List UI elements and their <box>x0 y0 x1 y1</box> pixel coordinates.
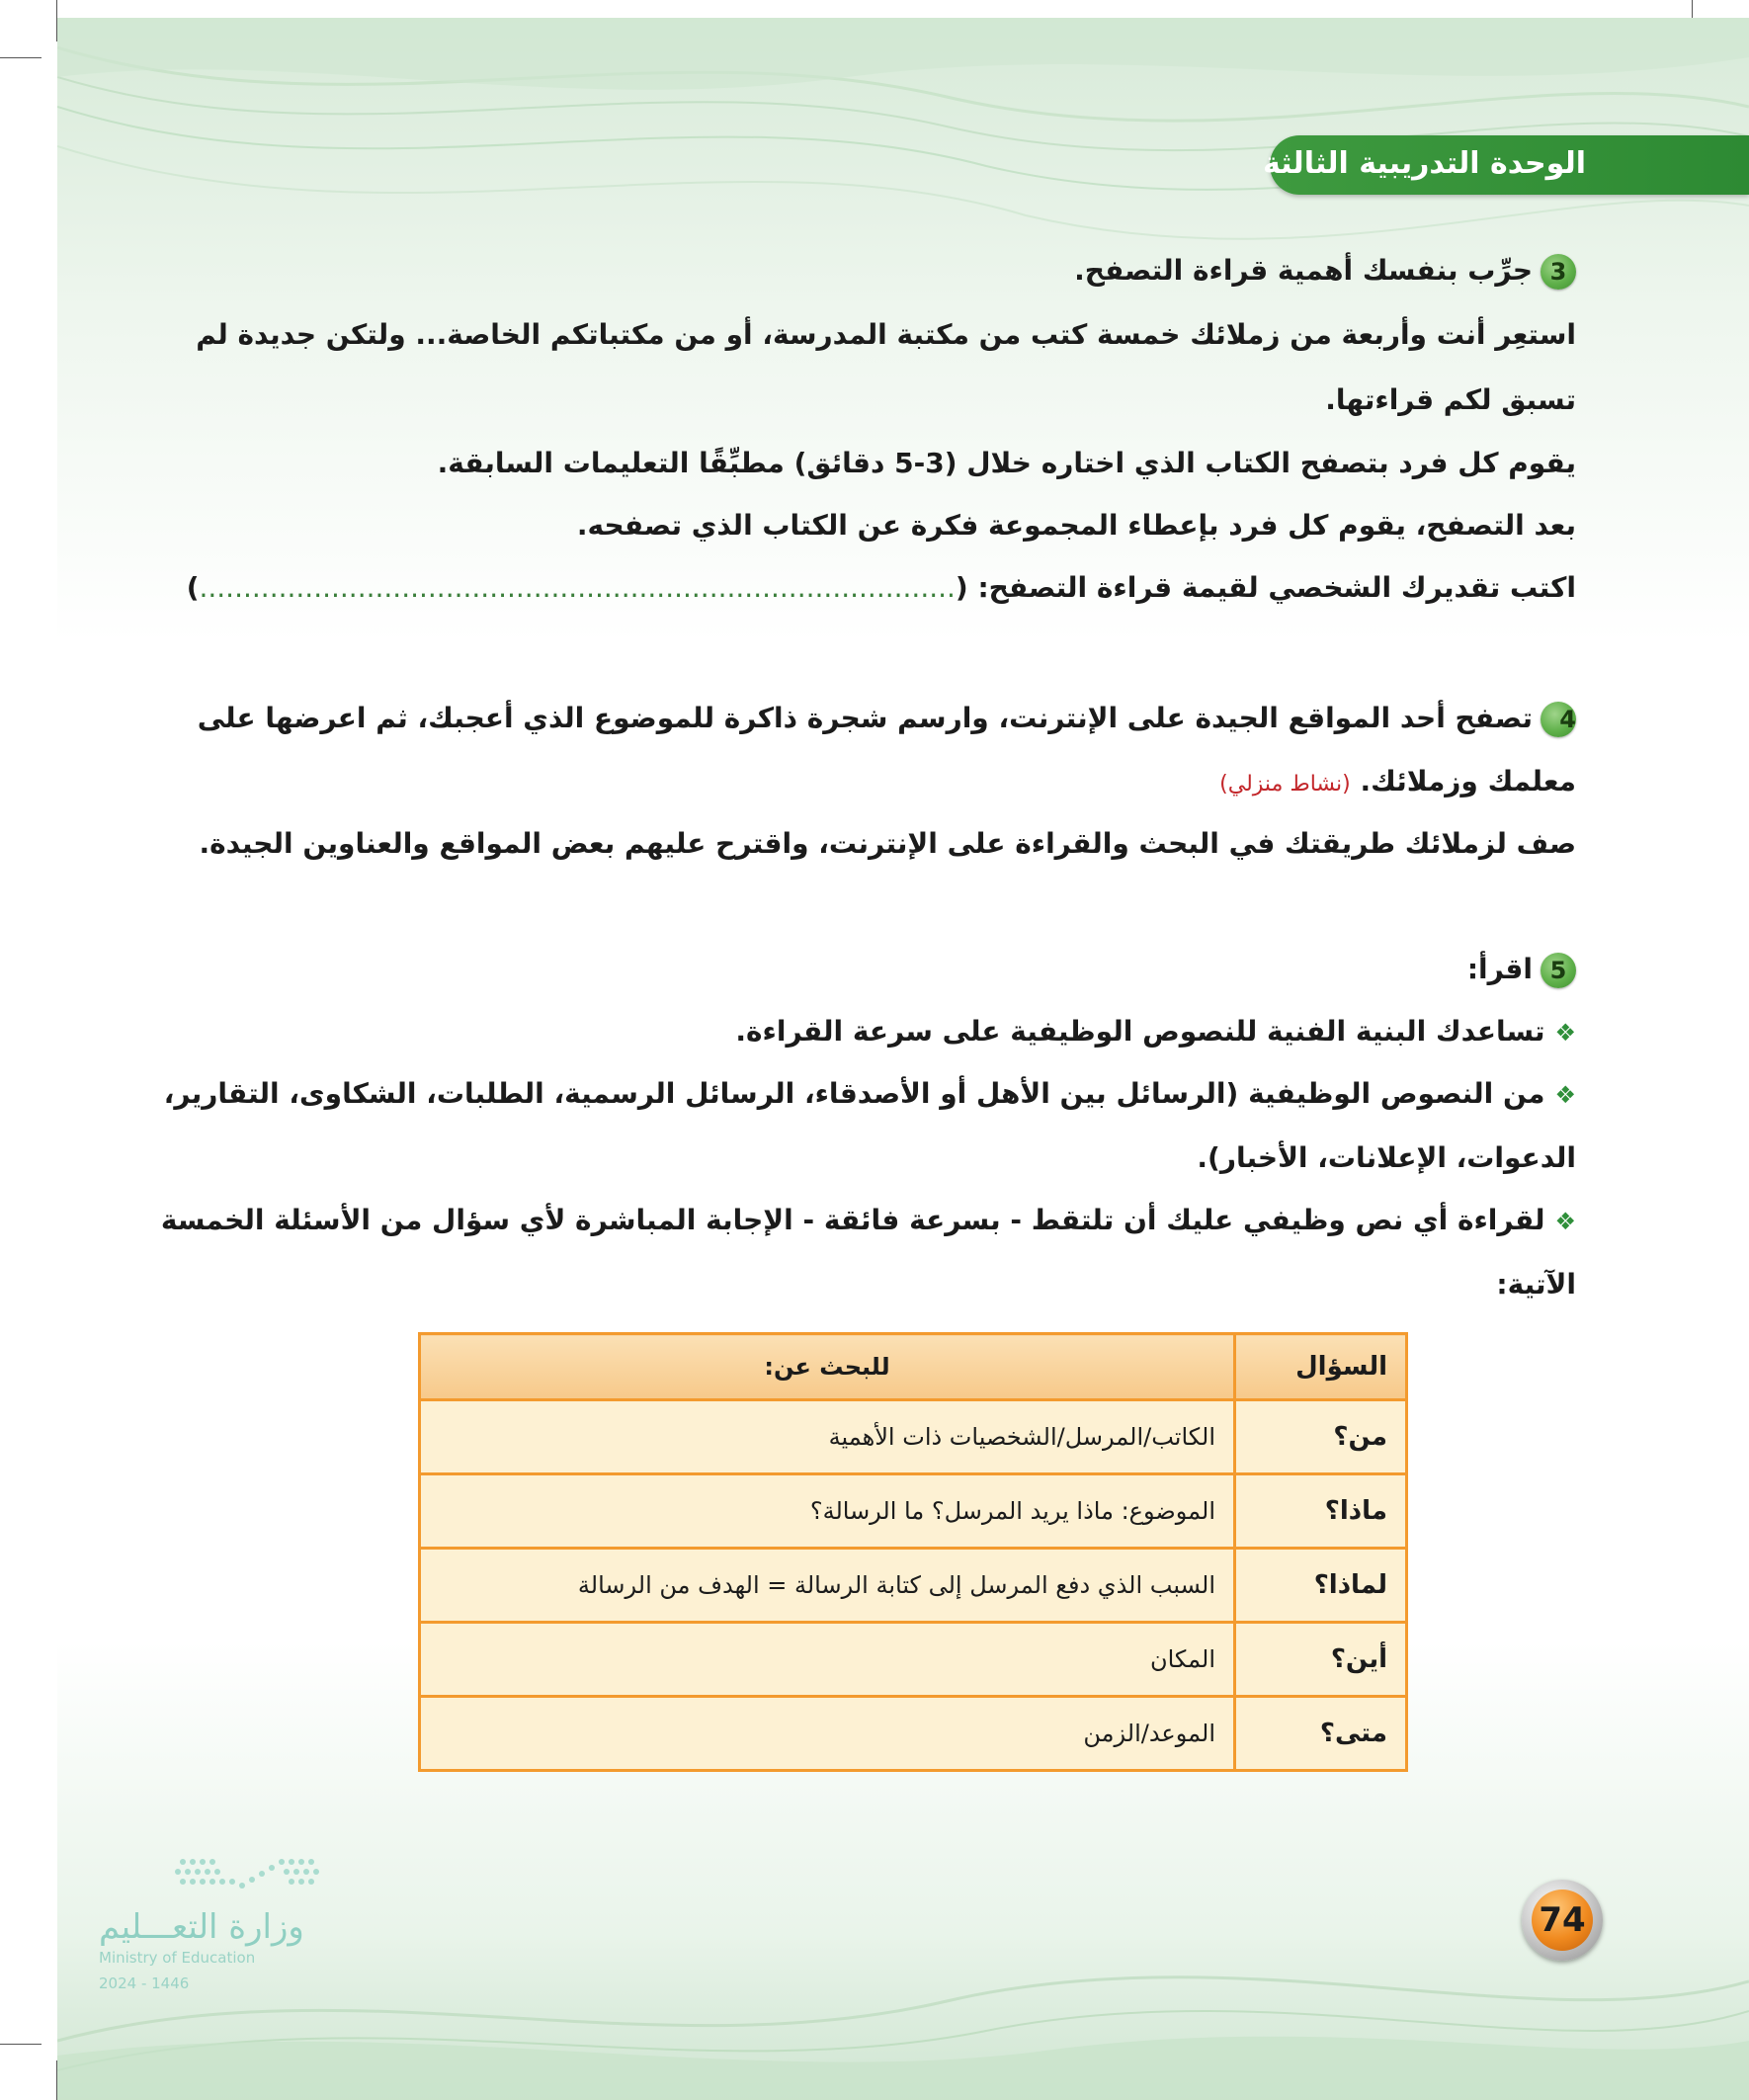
section-4-line: 4تصفح أحد المواقع الجيدة على الإنترنت، وارسم شجرة ذاكرة للموضوع الذي أعجبك، ثم اعرضها على <box>247 702 1576 737</box>
table-cell: لماذا؟ <box>1235 1549 1407 1623</box>
section-4-line: صف لزملائك طريقتك في البحث والقراءة على الإنترنت، واقترح عليهم بعض المواقع والعناوين الجيدة. <box>199 827 1576 860</box>
section-5-heading: 5اقرأ: <box>247 953 1576 988</box>
section-3-paragraph-line: يقوم كل فرد بتصفح الكتاب الذي اختاره خلال (3-5 دقائق) مطبِّقًا التعليمات السابقة. <box>437 447 1576 479</box>
unit-title: الوحدة التدريبية الثالثة <box>1262 146 1586 181</box>
section-number-badge: 5 <box>1541 953 1576 988</box>
table-cell: أين؟ <box>1235 1623 1407 1697</box>
home-activity-note: (نشاط منزلي) <box>1219 772 1351 797</box>
answer-blank[interactable]: ...................................................................................... <box>199 571 956 604</box>
ministry-name-arabic: وزارة التعـــليم <box>99 1907 304 1947</box>
section-4-line: معلمك وزملائك. (نشاط منزلي) <box>1219 765 1576 798</box>
section-3-heading: 3جرِّب بنفسك أهمية قراءة التصفح. <box>247 254 1576 290</box>
bullet-item: ❖من النصوص الوظيفية (الرسائل بين الأهل أو الأصدقاء، الرسائل الرسمية، الطلبات، الشكاوى، التقارير، <box>163 1077 1576 1110</box>
table-cell: الموضوع: ماذا يريد المرسل؟ ما الرسالة؟ <box>420 1474 1235 1549</box>
section-number-badge: 3 <box>1541 254 1576 290</box>
table-cell: متى؟ <box>1235 1697 1407 1771</box>
table-cell: السبب الذي دفع المرسل إلى كتابة الرسالة = الهدف من الرسالة <box>420 1549 1235 1623</box>
ministry-logo <box>94 1801 351 1998</box>
section-3-paragraph-line: بعد التصفح، يقوم كل فرد بإعطاء المجموعة فكرة عن الكتاب الذي تصفحه. <box>576 509 1576 542</box>
table-row <box>420 1623 1407 1697</box>
crop-mark <box>0 2044 42 2045</box>
page-number: 74 <box>1532 1890 1593 1951</box>
bullet-item-continuation: الآتية: <box>1496 1268 1576 1301</box>
unit-title-banner <box>1262 135 1749 195</box>
table-row <box>420 1549 1407 1623</box>
crop-mark <box>0 57 42 58</box>
table-header-row <box>420 1334 1407 1400</box>
bullet-item: ❖تساعدك البنية الفنية للنصوص الوظيفية على سرعة القراءة. <box>735 1015 1576 1048</box>
table-row <box>420 1474 1407 1549</box>
section-3-paragraph-line: استعِر أنت وأربعة من زملائك خمسة كتب من مكتبة المدرسة، أو من مكتباتكم الخاصة... ولتكن جديدة لم <box>196 318 1576 351</box>
section-number-badge: 4 <box>1541 702 1576 737</box>
diamond-bullet-icon: ❖ <box>1554 1208 1576 1235</box>
table-row <box>420 1400 1407 1474</box>
table-cell: من؟ <box>1235 1400 1407 1474</box>
questions-table <box>418 1332 1408 1772</box>
ministry-year: 2024 - 1446 <box>99 1974 190 1992</box>
section-3-paragraph-line: تسبق لكم قراءتها. <box>1325 383 1576 416</box>
table-cell: الكاتب/المرسل/الشخصيات ذات الأهمية <box>420 1400 1235 1474</box>
bullet-item-continuation: الدعوات، الإعلانات، الأخبار). <box>1197 1141 1576 1174</box>
table-cell: ماذا؟ <box>1235 1474 1407 1549</box>
bullet-item: ❖لقراءة أي نص وظيفي عليك أن تلتقط - بسرعة فائقة - الإجابة المباشرة لأي سؤال من الأسئلة الخمسة <box>160 1204 1576 1236</box>
table-row <box>420 1697 1407 1771</box>
ministry-name-english: Ministry of Education <box>99 1949 256 1967</box>
table-cell: الموعد/الزمن <box>420 1697 1235 1771</box>
table-cell: المكان <box>420 1623 1235 1697</box>
table-header-cell: السؤال <box>1235 1334 1407 1400</box>
diamond-bullet-icon: ❖ <box>1554 1019 1576 1047</box>
page-number-badge <box>1522 1880 1603 1961</box>
diamond-bullet-icon: ❖ <box>1554 1081 1576 1109</box>
section-3-prompt: اكتب تقديرك الشخصي لقيمة قراءة التصفح: (......................................................................................) <box>186 571 1576 604</box>
table-header-cell: للبحث عن: <box>420 1334 1235 1400</box>
